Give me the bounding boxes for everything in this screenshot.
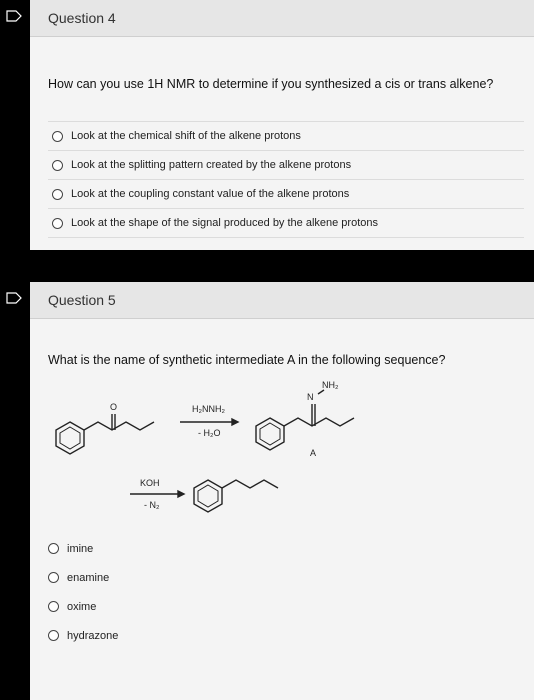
option-label: Look at the chemical shift of the alkene protons	[71, 130, 301, 142]
reagent-label: H₂NNH₂	[192, 404, 225, 414]
question-5-panel	[30, 282, 534, 700]
nitrogen-label: N	[307, 392, 314, 402]
amine-label: NH₂	[322, 380, 339, 390]
hydrazone-chain	[284, 418, 354, 426]
question-4-text: How can you use 1H NMR to determine if you synthesized a cis or trans alkene?	[48, 77, 494, 91]
radio-button[interactable]	[52, 160, 63, 171]
flag-icon[interactable]	[6, 292, 22, 304]
question-4-header	[30, 0, 534, 37]
radio-button[interactable]	[48, 630, 59, 641]
option-label: hydrazone	[67, 629, 119, 642]
option-label: Look at the shape of the signal produced by the alkene protons	[71, 217, 378, 229]
option-label: imine	[67, 542, 94, 555]
reagent-label: - H₂O	[198, 428, 221, 438]
radio-button[interactable]	[48, 543, 59, 554]
question-4-panel	[30, 0, 534, 250]
question-5-title: Question 5	[48, 292, 116, 308]
question-4-option[interactable]	[48, 209, 524, 238]
question-4-options	[30, 121, 534, 238]
question-5-options	[30, 534, 534, 650]
radio-button[interactable]	[52, 189, 63, 200]
radio-button[interactable]	[48, 572, 59, 583]
option-label: Look at the coupling constant value of the alkene protons	[71, 188, 350, 200]
ketone-chain	[84, 422, 154, 430]
question-5-option[interactable]	[44, 592, 534, 621]
radio-button[interactable]	[52, 131, 63, 142]
option-label: enamine	[67, 571, 110, 584]
reagent-label: KOH	[140, 478, 160, 488]
question-4-option[interactable]	[48, 151, 524, 180]
oxygen-label: O	[110, 402, 118, 412]
reaction-scheme	[40, 374, 360, 539]
question-5-text: What is the name of synthetic intermediate A in the following sequence?	[48, 353, 446, 367]
option-label: oxime	[67, 600, 97, 613]
alkane-chain	[222, 480, 278, 488]
reagent-label: - N₂	[144, 500, 160, 510]
question-5-header	[30, 282, 534, 319]
question-5-option[interactable]	[44, 563, 534, 592]
intermediate-label: A	[310, 448, 317, 458]
flag-icon[interactable]	[6, 10, 22, 22]
question-4-title: Question 4	[48, 10, 116, 26]
question-5-option[interactable]	[44, 534, 534, 563]
radio-button[interactable]	[52, 218, 63, 229]
option-label: Look at the splitting pattern created by the alkene protons	[71, 159, 352, 171]
question-4-option[interactable]	[48, 121, 524, 151]
radio-button[interactable]	[48, 601, 59, 612]
question-4-option[interactable]	[48, 180, 524, 209]
question-5-option[interactable]	[44, 621, 534, 650]
